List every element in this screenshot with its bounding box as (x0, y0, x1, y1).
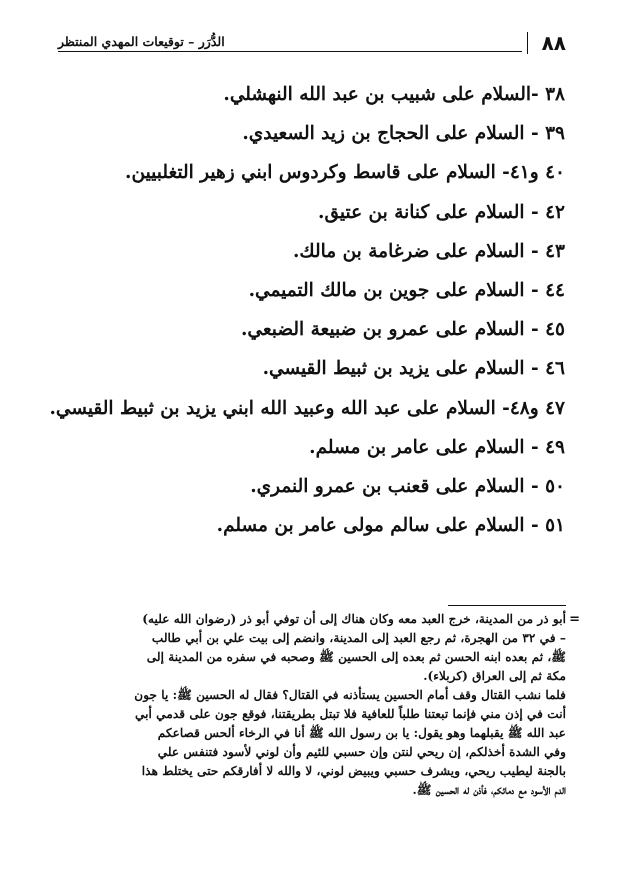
list-item: ٣٨ -السلام على شبيب بن عبد الله النهشلي. (223, 84, 565, 105)
footnote-line: عبد الله ﷺ يقبلهما وهو يقول: يا بن رسول الله ﷺ أنا في الرخاء ألحس قصاعكم (157, 726, 566, 740)
footnote-line: وفي الشدة أخذلكم، إن ريحي لنتن وإن حسبي للئيم وأن لوني لأسود فتنفس علي (157, 745, 566, 759)
page-header (58, 32, 566, 54)
footnote-continuation-marker: = (569, 612, 580, 627)
list-item: ٣٩ - السلام على الحجاج بن زيد السعيدي. (242, 123, 565, 145)
footnote-line: ﷺ، ثم بعده ابنه الحسن ثم بعده إلى الحسين ﷺ وصحبه في سفره من المدينة إلى (146, 650, 566, 664)
footnote-block (58, 610, 580, 800)
salutation-list (49, 80, 565, 550)
header-rule (58, 51, 522, 52)
footnote-line: أبو ذر من المدينة، خرج العبد معه وكان هناك إلى أن توفي أبو ذر (رضوان الله عليه) (142, 612, 566, 626)
footnote-line: أنت في إذن مني فإنما تبعتنا طلباً للعافية فلا تبتل بطريقتنا، فوقع جون على قدمي أبي (135, 707, 566, 721)
footnote-rule (448, 605, 566, 606)
footnote-line: مكة ثم إلى العراق (كربلاء). (423, 669, 566, 683)
list-item: ٤٧ و٤٨- السلام على عبد الله وعبيد الله ابني يزيد بن ثبيط القيسي. (49, 397, 565, 419)
footnote-line: بالجنة ليطيب ريحي، ويشرف حسبي ويبيض لوني، لا والله لا أفارقكم حتى يختلط هذا (141, 764, 566, 778)
list-item: ٤٤ - السلام على جوين بن مالك التميمي. (248, 279, 565, 301)
list-item: ٤٢ - السلام على كنانة بن عتيق. (318, 201, 565, 223)
list-item: ٥٠ - السلام على قعنب بن عمرو النمري. (250, 475, 565, 497)
list-item: ٤٣ - السلام على ضرغامة بن مالك. (292, 240, 565, 262)
list-item: ٤٦ - السلام على يزيد بن ثبيط القيسي. (262, 358, 565, 380)
list-item: ٤٩ - السلام على عامر بن مسلم. (309, 436, 565, 458)
footnote-line: الدم الأسود مع دمائكم، فأذن له الحسين ﷺ. (412, 783, 566, 797)
footnote-line: – في ٣٢ من الهجرة، ثم رجع العبد إلى المدينة، وانضم إلى بيت علي بن أبي طالب (151, 631, 566, 645)
list-item: ٥١ - السلام على سالم مولى عامر بن مسلم. (216, 515, 565, 537)
running-title: الدُّرَر – توقيعات المهدي المنتظر (58, 34, 225, 49)
page-number: ٨٨ (541, 31, 566, 55)
footnote-line: فلما نشب القتال وقف أمام الحسين يستأذنه في القتال؟ فقال له الحسين ﷺ: يا جون (134, 688, 566, 702)
list-item: ٤٠ و٤١- السلام على قاسط وكردوس ابني زهير التغلبيين. (125, 162, 565, 184)
header-separator-bar (527, 32, 529, 54)
list-item: ٤٥ - السلام على عمرو بن ضبيعة الضبعي. (240, 319, 565, 341)
